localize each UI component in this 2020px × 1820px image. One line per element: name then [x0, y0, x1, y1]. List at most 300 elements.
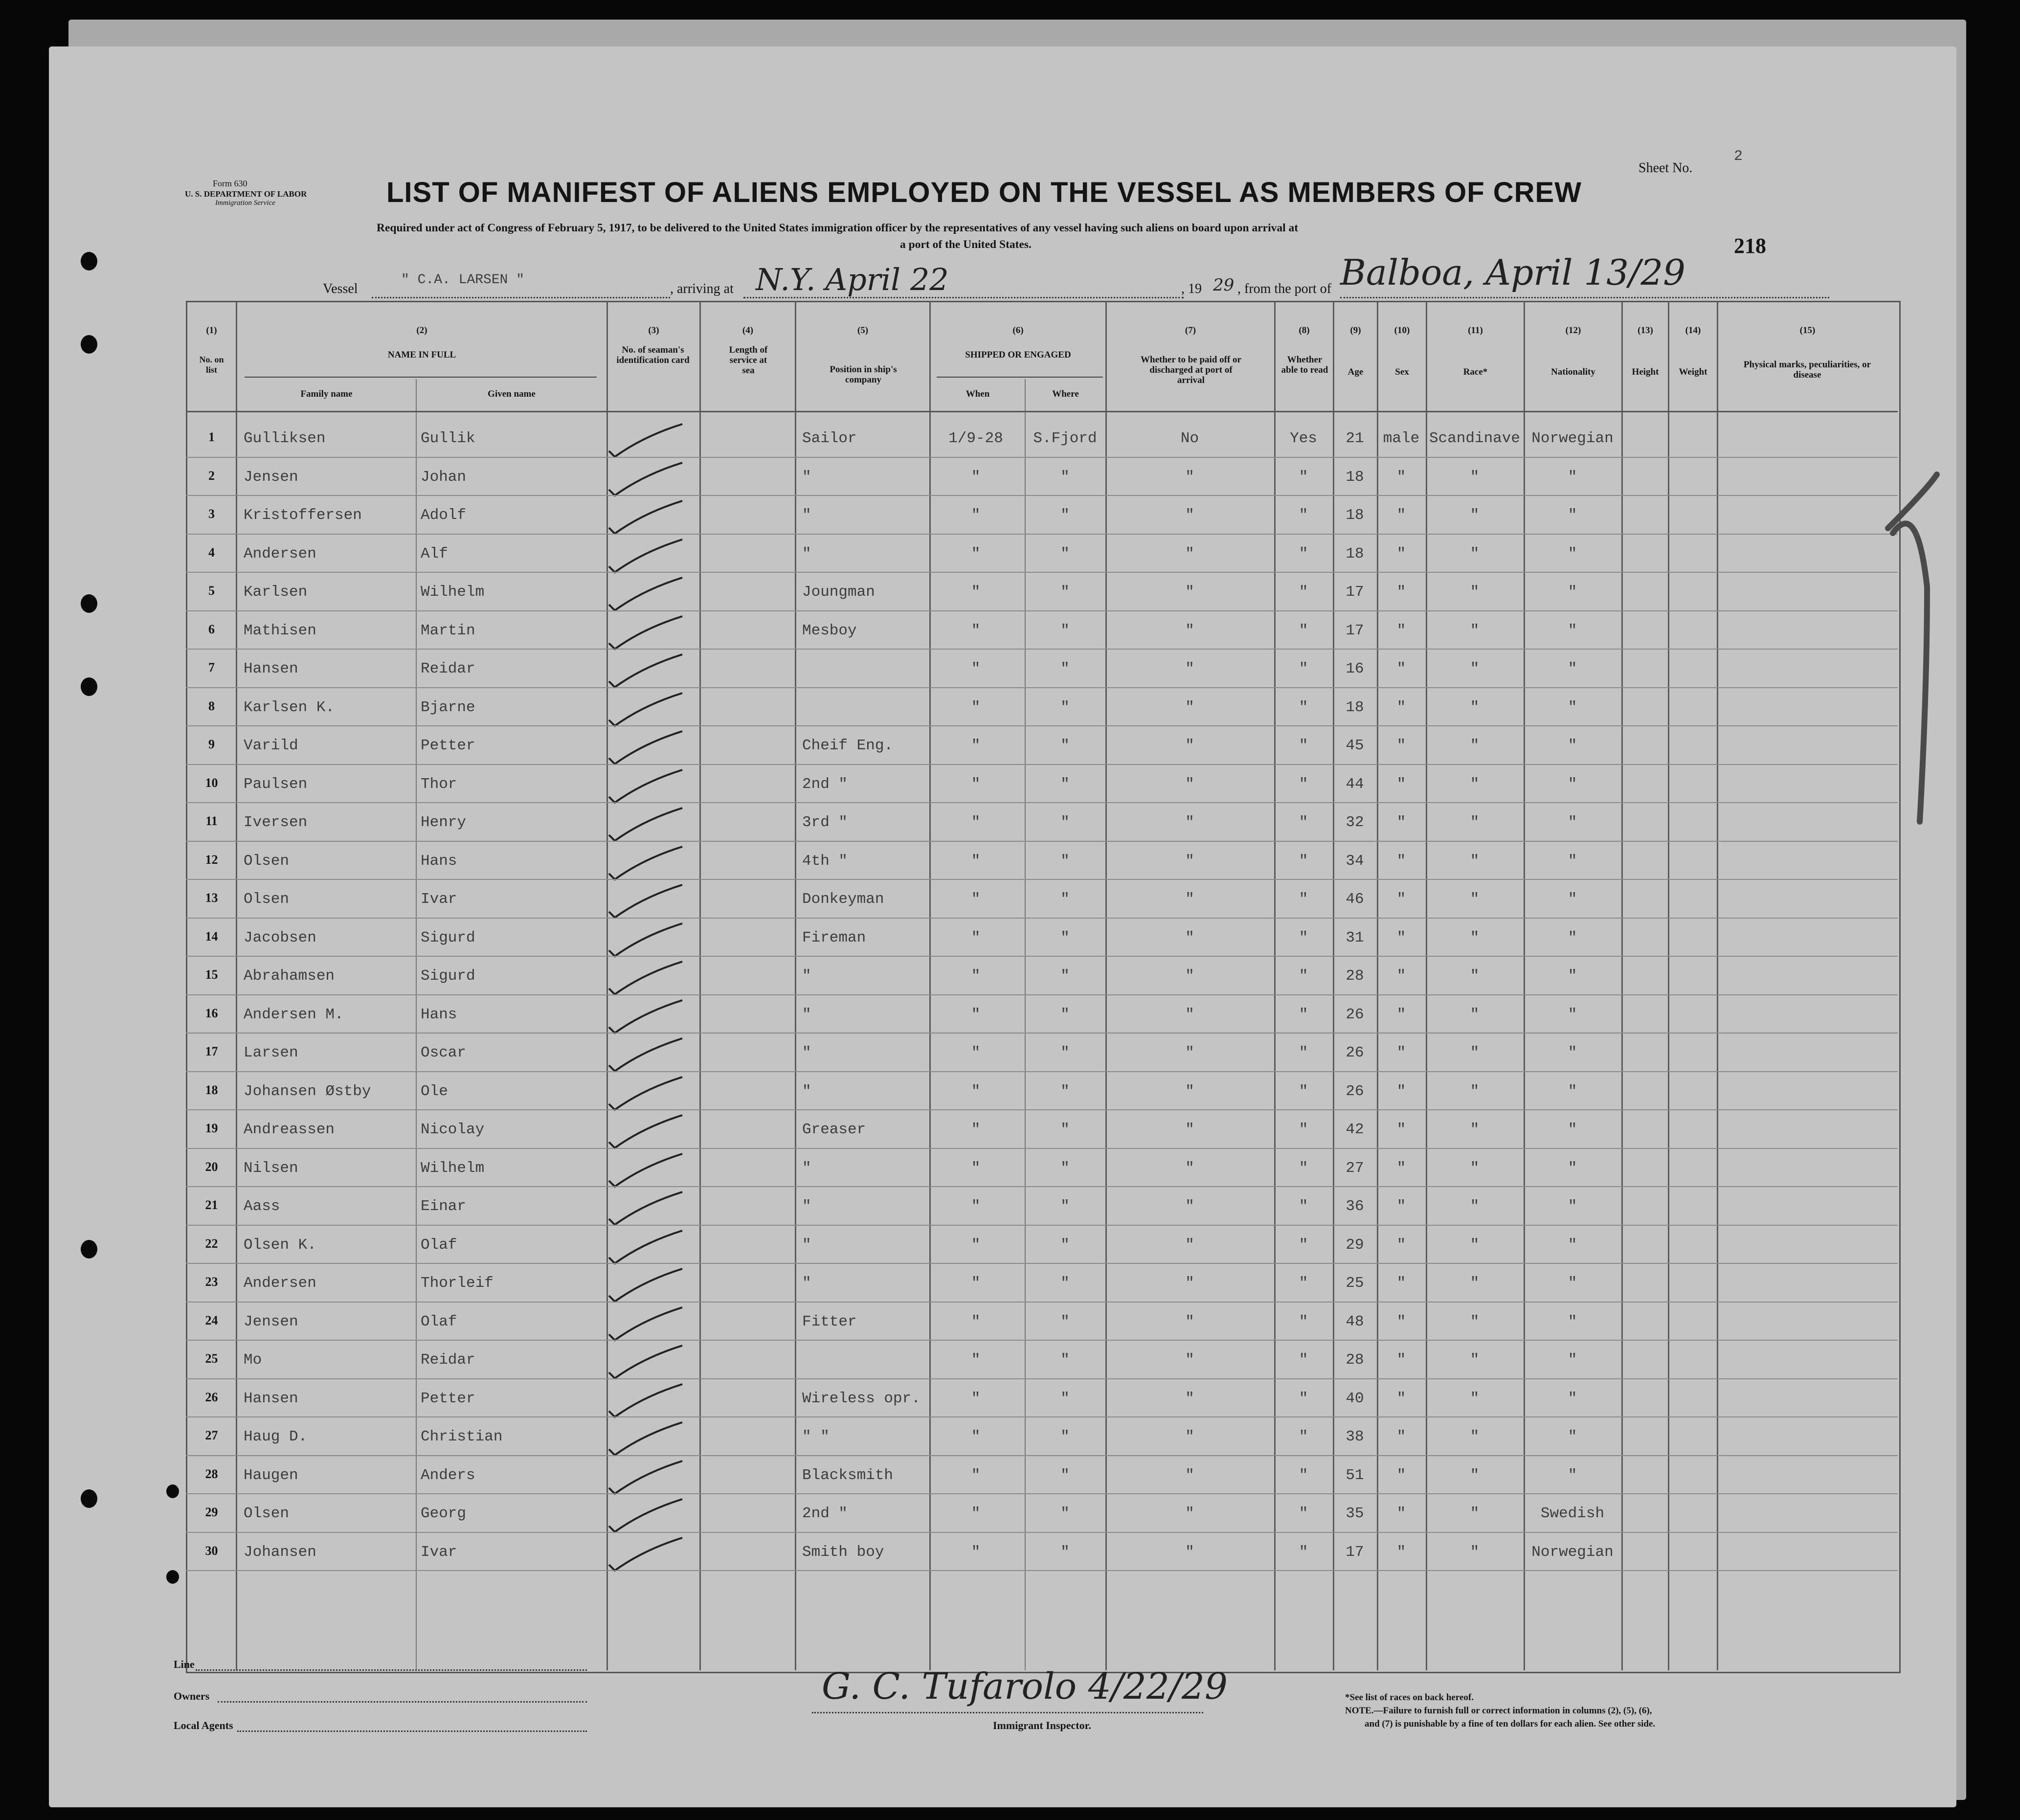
cell-sex: " — [1396, 967, 1406, 985]
cell-nationality: " — [1568, 1198, 1577, 1215]
cell-age: 18 — [1346, 698, 1364, 716]
cell-where: " — [1060, 1505, 1070, 1522]
cell-position: " — [802, 967, 811, 985]
cell-given: Reidar — [421, 1351, 475, 1369]
cell-when: " — [971, 929, 981, 946]
cell-given: Martin — [421, 622, 475, 639]
cell-age: 42 — [1346, 1121, 1364, 1138]
check-mark-icon — [604, 652, 687, 691]
cell-where: " — [1060, 698, 1070, 716]
check-mark-icon — [604, 882, 687, 921]
cell-when: " — [971, 1198, 981, 1215]
cell-paid: " — [1185, 468, 1194, 486]
cell-no: 16 — [205, 1006, 218, 1020]
cell-given: Einar — [421, 1198, 467, 1215]
col4-label: Length of service at sea — [729, 345, 768, 376]
cell-age: 32 — [1346, 814, 1364, 831]
cell-sex: " — [1396, 1006, 1406, 1023]
pencil-margin-mark — [1873, 470, 1952, 836]
cell-nationality: " — [1568, 660, 1577, 677]
cell-family: Nilsen — [244, 1159, 298, 1177]
cell-age: 21 — [1346, 430, 1364, 447]
cell-where: " — [1060, 775, 1070, 793]
row-separator — [186, 956, 1898, 957]
cell-no: 28 — [205, 1466, 218, 1481]
cell-position: " — [802, 507, 811, 524]
row-separator — [186, 1225, 1898, 1226]
cell-no: 5 — [208, 584, 215, 598]
row-separator — [186, 572, 1898, 573]
cell-no: 14 — [205, 929, 218, 944]
service-label: Immigration Service — [215, 199, 275, 207]
cell-given: Wilhelm — [421, 1159, 485, 1177]
check-mark-icon — [604, 1420, 687, 1459]
cell-when: 1/9-28 — [948, 430, 1003, 447]
row-separator — [186, 841, 1898, 842]
cell-family: Andersen M. — [244, 1006, 344, 1023]
cell-nationality: " — [1568, 1121, 1577, 1138]
vessel-name: " C.A. LARSEN " — [401, 272, 525, 288]
cell-paid: " — [1185, 1236, 1194, 1254]
cell-race: " — [1470, 967, 1480, 985]
cell-race: " — [1470, 507, 1480, 524]
cell-paid: " — [1185, 1198, 1194, 1215]
cell-given: Gullik — [421, 430, 475, 447]
row-separator — [186, 1302, 1898, 1303]
year-prefix: , 19 — [1181, 281, 1202, 296]
cell-where: " — [1060, 1428, 1070, 1445]
cell-race: " — [1470, 622, 1480, 639]
cell-race: " — [1470, 1044, 1480, 1061]
col2-label: NAME IN FULL — [387, 350, 456, 360]
cell-paid: " — [1185, 1543, 1194, 1561]
punch-hole — [81, 252, 97, 270]
cell-where: " — [1060, 507, 1070, 524]
cell-no: 3 — [208, 507, 215, 521]
row-separator — [186, 610, 1898, 611]
cell-nationality: " — [1568, 737, 1577, 754]
cell-read: " — [1299, 1121, 1308, 1138]
manifest-sheet — [49, 46, 1956, 1807]
col8-num: (8) — [1299, 325, 1310, 336]
check-mark-icon — [604, 921, 687, 960]
cell-family: Hansen — [244, 1390, 298, 1407]
cell-sex: " — [1396, 1044, 1406, 1061]
cell-given: Olaf — [421, 1236, 457, 1254]
cell-race: " — [1470, 1313, 1480, 1330]
cell-family: Olsen K. — [244, 1236, 316, 1254]
cell-when: " — [971, 622, 981, 639]
cell-where: " — [1060, 1313, 1070, 1330]
cell-nationality: " — [1568, 929, 1577, 946]
cell-sex: " — [1396, 507, 1406, 524]
cell-nationality: " — [1568, 698, 1577, 716]
cell-race: " — [1470, 468, 1480, 486]
punch-hole — [81, 677, 97, 696]
cell-read: " — [1299, 507, 1308, 524]
cell-family: Mathisen — [244, 622, 316, 639]
row-separator — [186, 1340, 1898, 1341]
cell-paid: " — [1185, 584, 1194, 601]
cell-read: " — [1299, 1505, 1308, 1522]
cell-given: Reidar — [421, 660, 475, 677]
cell-age: 35 — [1346, 1505, 1364, 1522]
cell-when: " — [971, 1275, 981, 1292]
subtitle-line2: a port of the United States. — [900, 238, 1032, 251]
cell-no: 7 — [208, 660, 215, 674]
cell-age: 31 — [1346, 929, 1364, 946]
check-mark-icon — [604, 460, 687, 499]
cell-age: 45 — [1346, 737, 1364, 754]
cell-position: 2nd " — [802, 775, 848, 793]
cell-nationality: " — [1568, 1159, 1577, 1177]
check-mark-icon — [604, 1113, 687, 1152]
cell-nationality: Swedish — [1540, 1505, 1605, 1522]
cell-position: Greaser — [802, 1121, 866, 1138]
col3-num: (3) — [648, 325, 659, 336]
cell-family: Paulsen — [244, 775, 308, 793]
cell-family: Varild — [244, 737, 298, 754]
check-mark-icon — [604, 1036, 687, 1075]
check-mark-icon — [604, 806, 687, 845]
row-separator — [186, 1378, 1898, 1379]
cell-race: " — [1470, 1121, 1480, 1138]
col4-num: (4) — [742, 325, 754, 336]
cell-position: Joungman — [802, 584, 875, 601]
col5-num: (5) — [857, 325, 869, 336]
cell-when: " — [971, 814, 981, 831]
col8-label: Whether able to read — [1281, 355, 1328, 375]
cell-sex: " — [1396, 1313, 1406, 1330]
cell-sex: " — [1396, 545, 1406, 562]
cell-age: 40 — [1346, 1390, 1364, 1407]
cell-no: 2 — [208, 468, 215, 483]
cell-read: " — [1299, 1006, 1308, 1023]
cell-paid: " — [1185, 1351, 1194, 1369]
cell-position: " — [802, 1082, 811, 1100]
cell-no: 15 — [205, 967, 218, 982]
cell-given: Ivar — [421, 891, 457, 908]
cell-where: " — [1060, 1044, 1070, 1061]
arriving-label: , arriving at — [670, 281, 734, 296]
cell-sex: " — [1396, 1236, 1406, 1254]
cell-sex: " — [1396, 852, 1406, 870]
punch-hole — [166, 1484, 179, 1498]
cell-where: " — [1060, 1082, 1070, 1100]
cell-when: " — [971, 891, 981, 908]
cell-given: Olaf — [421, 1313, 457, 1330]
cell-position: Smith boy — [802, 1543, 884, 1561]
cell-paid: " — [1185, 1121, 1194, 1138]
cell-where: " — [1060, 1275, 1070, 1292]
check-mark-icon — [604, 844, 687, 883]
cell-sex: " — [1396, 1390, 1406, 1407]
cell-family: Karlsen — [244, 584, 308, 601]
check-mark-icon — [604, 1459, 687, 1498]
cell-position: " — [802, 1198, 811, 1215]
cell-where: " — [1060, 1543, 1070, 1561]
cell-race: " — [1470, 1505, 1480, 1522]
cell-given: Ole — [421, 1082, 448, 1100]
cell-nationality: " — [1568, 1236, 1577, 1254]
cell-paid: " — [1185, 1275, 1194, 1292]
cell-read: " — [1299, 1428, 1308, 1445]
cell-sex: " — [1396, 1275, 1406, 1292]
cell-read: " — [1299, 1313, 1308, 1330]
cell-sex: " — [1396, 1159, 1406, 1177]
col6-num: (6) — [1012, 325, 1024, 336]
cell-family: Olsen — [244, 891, 290, 908]
row-separator — [186, 1186, 1898, 1187]
cell-family: Olsen — [244, 1505, 290, 1522]
cell-position: " — [802, 1275, 811, 1292]
col1-num: (1) — [206, 325, 217, 336]
footnote-fine: and (7) is punishable by a fine of ten dollars for each alien. See other side. — [1365, 1719, 1656, 1729]
cell-paid: " — [1185, 1390, 1194, 1407]
col15-label: Physical marks, peculiarities, or disease — [1743, 360, 1871, 380]
page-title: LIST OF MANIFEST OF ALIENS EMPLOYED ON THE VESSEL AS MEMBERS OF CREW — [386, 177, 1582, 208]
cell-family: Andersen — [244, 1275, 316, 1292]
cell-paid: " — [1185, 622, 1194, 639]
cell-when: " — [971, 1543, 981, 1561]
cell-read: " — [1299, 852, 1308, 870]
col2-given: Given name — [488, 389, 536, 399]
col12-num: (12) — [1565, 325, 1581, 336]
cell-age: 34 — [1346, 852, 1364, 870]
footnote-races: *See list of races on back hereof. — [1345, 1692, 1474, 1703]
cell-paid: " — [1185, 1044, 1194, 1061]
cell-no: 21 — [205, 1198, 218, 1212]
cell-sex: " — [1396, 1428, 1406, 1445]
cell-given: Georg — [421, 1505, 467, 1522]
cell-race: " — [1470, 1159, 1480, 1177]
cell-age: 25 — [1346, 1275, 1364, 1292]
cell-where: " — [1060, 1390, 1070, 1407]
col-sep — [1621, 301, 1623, 1670]
cell-age: 26 — [1346, 1082, 1364, 1100]
cell-sex: " — [1396, 1466, 1406, 1484]
cell-given: Oscar — [421, 1044, 467, 1061]
cell-given: Sigurd — [421, 929, 475, 946]
cell-where: " — [1060, 814, 1070, 831]
col-sep — [929, 301, 931, 1670]
cell-when: " — [971, 1236, 981, 1254]
check-mark-icon — [604, 1151, 687, 1191]
row-separator — [186, 457, 1898, 458]
check-mark-icon — [604, 1075, 687, 1114]
cell-paid: " — [1185, 929, 1194, 946]
cell-family: Jacobsen — [244, 929, 316, 946]
cell-given: Ivar — [421, 1543, 457, 1561]
cell-nationality: " — [1568, 852, 1577, 870]
cell-when: " — [971, 698, 981, 716]
cell-age: 46 — [1346, 891, 1364, 908]
row-separator — [186, 879, 1898, 880]
row-separator — [186, 1071, 1898, 1072]
col-sep — [1377, 301, 1378, 1670]
check-mark-icon — [604, 422, 687, 461]
cell-race: " — [1470, 1351, 1480, 1369]
cell-age: 44 — [1346, 775, 1364, 793]
cell-race: " — [1470, 545, 1480, 562]
cell-read: " — [1299, 622, 1308, 639]
col-sep — [1717, 301, 1718, 1670]
cell-position: " — [802, 1159, 811, 1177]
col6-where: Where — [1052, 389, 1079, 399]
cell-when: " — [971, 1505, 981, 1522]
cell-age: 38 — [1346, 1428, 1364, 1445]
cell-when: " — [971, 1006, 981, 1023]
cell-no: 12 — [205, 852, 218, 867]
cell-where: S.Fjord — [1033, 430, 1097, 447]
cell-given: Christian — [421, 1428, 503, 1445]
cell-nationality: " — [1568, 507, 1577, 524]
cell-position: 2nd " — [802, 1505, 848, 1522]
check-mark-icon — [604, 537, 687, 576]
cell-when: " — [971, 1121, 981, 1138]
cell-race: " — [1470, 775, 1480, 793]
col14-label: Weight — [1679, 367, 1707, 377]
cell-paid: " — [1185, 1159, 1194, 1177]
punch-hole — [166, 1570, 179, 1584]
cell-race: " — [1470, 737, 1480, 754]
check-mark-icon — [604, 1266, 687, 1305]
col14-num: (14) — [1685, 325, 1701, 336]
cell-nationality: " — [1568, 622, 1577, 639]
col10-label: Sex — [1395, 367, 1409, 377]
cell-age: 26 — [1346, 1006, 1364, 1023]
cell-paid: " — [1185, 1466, 1194, 1484]
cell-position: " — [802, 1236, 811, 1254]
vessel-label: Vessel — [323, 281, 358, 296]
cell-no: 13 — [205, 891, 218, 905]
agents-field — [237, 1730, 587, 1732]
col-sep — [1426, 301, 1427, 1670]
owners-field — [218, 1701, 587, 1703]
cell-no: 20 — [205, 1159, 218, 1174]
cell-race: " — [1470, 698, 1480, 716]
cell-nationality: " — [1568, 1466, 1577, 1484]
cell-where: " — [1060, 468, 1070, 486]
cell-race: " — [1470, 660, 1480, 677]
cell-family: Olsen — [244, 852, 290, 870]
cell-paid: " — [1185, 814, 1194, 831]
header-bottom-rule — [186, 411, 1898, 412]
cell-sex: " — [1396, 660, 1406, 677]
cell-race: " — [1470, 1428, 1480, 1445]
cell-given: Wilhelm — [421, 584, 485, 601]
cell-position: Blacksmith — [802, 1466, 894, 1484]
cell-race: " — [1470, 1082, 1480, 1100]
cell-age: 28 — [1346, 1351, 1364, 1369]
row-separator — [186, 1109, 1898, 1110]
cell-age: 29 — [1346, 1236, 1364, 1254]
cell-sex: " — [1396, 929, 1406, 946]
cell-no: 24 — [205, 1313, 218, 1327]
header-rule — [937, 377, 1103, 378]
cell-given: Thor — [421, 775, 457, 793]
page-number: 218 — [1734, 234, 1766, 258]
cell-where: " — [1060, 1198, 1070, 1215]
col15-num: (15) — [1799, 325, 1816, 336]
cell-nationality: " — [1568, 545, 1577, 562]
cell-paid: No — [1180, 430, 1199, 447]
cell-race: " — [1470, 814, 1480, 831]
cell-sex: " — [1396, 1198, 1406, 1215]
cell-nationality: " — [1568, 1044, 1577, 1061]
cell-nationality: Norwegian — [1531, 430, 1614, 447]
cell-paid: " — [1185, 660, 1194, 677]
cell-when: " — [971, 1351, 981, 1369]
cell-read: " — [1299, 967, 1308, 985]
cell-when: " — [971, 468, 981, 486]
cell-read: " — [1299, 1390, 1308, 1407]
punch-hole — [81, 1240, 97, 1258]
cell-given: Johan — [421, 468, 467, 486]
cell-read: " — [1299, 1236, 1308, 1254]
cell-when: " — [971, 852, 981, 870]
cell-race: " — [1470, 584, 1480, 601]
cell-age: 26 — [1346, 1044, 1364, 1061]
check-mark-icon — [604, 575, 687, 614]
sheet-no-value: 2 — [1734, 148, 1743, 165]
row-separator — [186, 1263, 1898, 1264]
row-separator — [186, 534, 1898, 535]
cell-nationality: " — [1568, 584, 1577, 601]
cell-family: Mo — [244, 1351, 262, 1369]
cell-paid: " — [1185, 775, 1194, 793]
cell-family: Johansen — [244, 1543, 316, 1561]
cell-nationality: " — [1568, 967, 1577, 985]
cell-position: Fireman — [802, 929, 866, 946]
line-label: Line — [174, 1658, 195, 1670]
cell-family: Karlsen K. — [244, 698, 335, 716]
cell-sex: " — [1396, 737, 1406, 754]
cell-age: 17 — [1346, 1543, 1364, 1561]
row-separator — [186, 764, 1898, 765]
cell-position: Sailor — [802, 430, 857, 447]
check-mark-icon — [604, 1305, 687, 1344]
header-rule — [245, 377, 597, 378]
cell-read: " — [1299, 468, 1308, 486]
cell-position: " — [802, 545, 811, 562]
row-separator — [186, 687, 1898, 688]
cell-position: Cheif Eng. — [802, 737, 894, 754]
subtitle-line1: Required under act of Congress of February 5, 1917, to be delivered to the United States immigration officer by the representatives of any vessel having such aliens on board upon arrival at — [377, 222, 1299, 234]
sheet-no-label: Sheet No. — [1638, 160, 1693, 176]
cell-when: " — [971, 1313, 981, 1330]
cell-family: Haugen — [244, 1466, 298, 1484]
cell-paid: " — [1185, 1505, 1194, 1522]
cell-no: 19 — [205, 1121, 218, 1135]
cell-where: " — [1060, 545, 1070, 562]
cell-read: Yes — [1290, 430, 1317, 447]
cell-no: 11 — [205, 814, 218, 828]
vessel-field-line — [372, 297, 670, 298]
cell-given: Bjarne — [421, 698, 475, 716]
cell-when: " — [971, 1044, 981, 1061]
row-separator — [186, 495, 1898, 496]
cell-family: Iversen — [244, 814, 308, 831]
cell-given: Petter — [421, 1390, 475, 1407]
cell-position: 4th " — [802, 852, 848, 870]
cell-family: Gulliksen — [244, 430, 326, 447]
cell-given: Anders — [421, 1466, 475, 1484]
cell-nationality: " — [1568, 1275, 1577, 1292]
cell-nationality: " — [1568, 468, 1577, 486]
cell-age: 51 — [1346, 1466, 1364, 1484]
cell-when: " — [971, 1082, 981, 1100]
